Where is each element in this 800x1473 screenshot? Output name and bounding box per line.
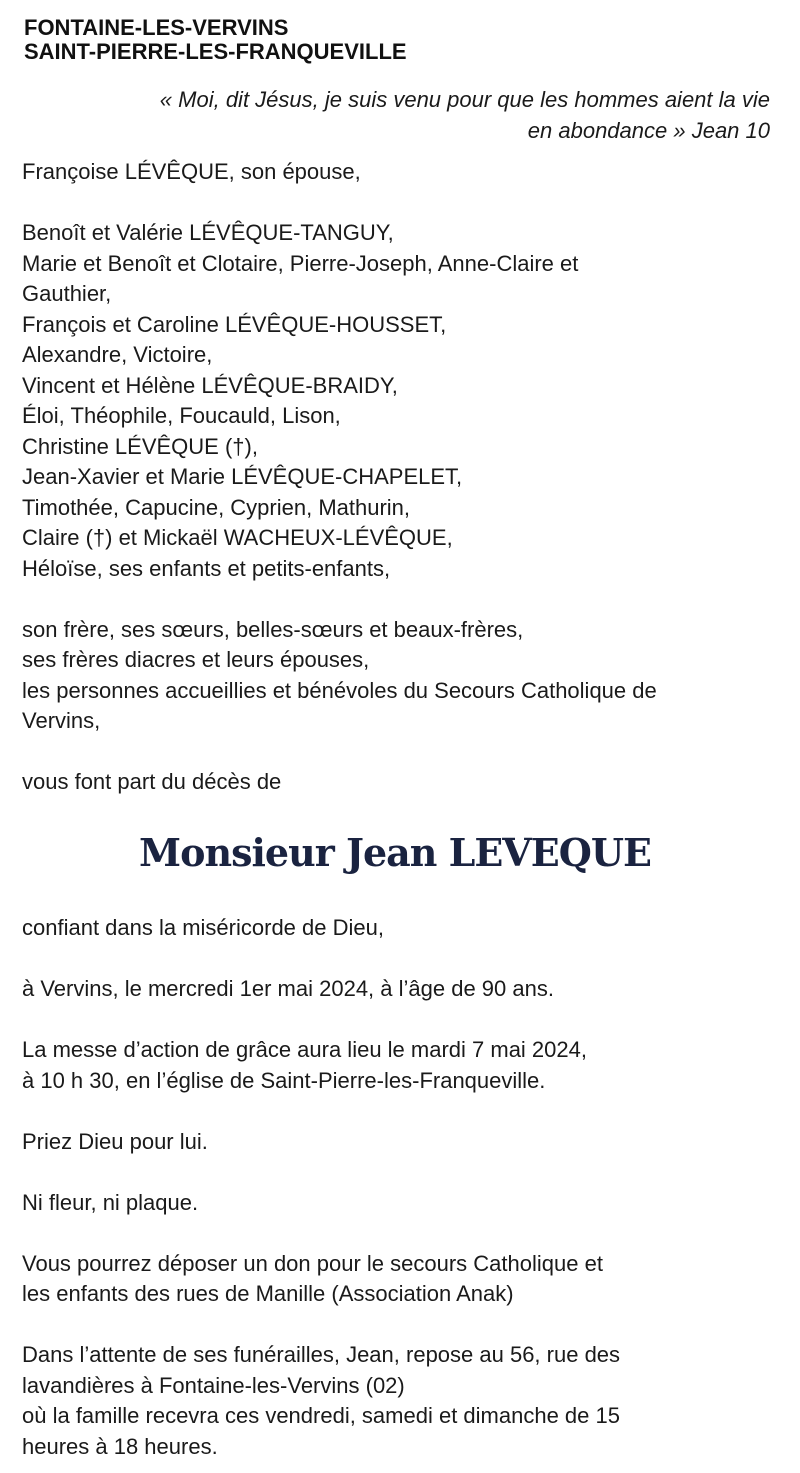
family-line: Claire (†) et Mickaël WACHEUX-LÉVÊQUE, xyxy=(22,525,453,550)
location-line-1: FONTAINE-LES-VERVINS xyxy=(24,15,289,40)
family-line: Timothée, Capucine, Cyprien, Mathurin, xyxy=(22,494,411,520)
location-header xyxy=(24,16,407,64)
spouse-line: Françoise LÉVÊQUE, son épouse, xyxy=(22,159,361,184)
prayer-line: Priez Dieu pour lui. xyxy=(22,1128,208,1154)
relatives-line: les personnes accueillies et bénévoles du Secours Catholique de xyxy=(22,677,657,703)
location-line-2: SAINT-PIERRE-LES-FRANQUEVILLE xyxy=(24,39,407,64)
donation-line-1: Vous pourrez déposer un don pour le secours Catholique et xyxy=(22,1250,603,1276)
family-section xyxy=(22,157,657,798)
details-section xyxy=(22,913,620,1462)
relatives-line: son frère, ses sœurs, belles-sœurs et beaux-frères, xyxy=(22,616,524,642)
family-line: Jean-Xavier et Marie LÉVÊQUE-CHAPELET, xyxy=(22,464,463,489)
quote-line-2: en abondance » Jean 10 xyxy=(527,118,770,143)
rest-line-4: heures à 18 heures. xyxy=(22,1433,218,1459)
relatives-line: Vervins, xyxy=(22,708,101,733)
announcement-line: vous font part du décès de xyxy=(22,769,282,794)
mass-line-1: La messe d’action de grâce aura lieu le mardi 7 mai 2024, xyxy=(22,1037,587,1062)
mass-line-2: à 10 h 30, en l’église de Saint-Pierre-les-Franqueville. xyxy=(22,1067,546,1093)
quote-line-1: « Moi, dit Jésus, je suis venu pour que les hommes aient la vie xyxy=(159,87,770,112)
family-line: Héloïse, ses enfants et petits-enfants, xyxy=(22,555,391,581)
family-line: Christine LÉVÊQUE (†), xyxy=(22,433,258,459)
family-line: Alexandre, Victoire, xyxy=(22,342,213,367)
rest-line-2: lavandières à Fontaine-les-Vervins (02) xyxy=(22,1372,405,1398)
rest-line-3: où la famille recevra ces vendredi, samedi et dimanche de 15 xyxy=(22,1403,620,1428)
faith-line: confiant dans la miséricorde de Dieu, xyxy=(22,915,384,940)
family-line: Éloi, Théophile, Foucauld, Lison, xyxy=(22,403,341,428)
donation-line-2: les enfants des rues de Manille (Association Anak) xyxy=(22,1281,514,1306)
rest-line-1: Dans l’attente de ses funérailles, Jean, repose au 56, rue des xyxy=(22,1342,621,1367)
family-line: Vincent et Hélène LÉVÊQUE-BRAIDY, xyxy=(22,372,398,398)
family-line: Gauthier, xyxy=(22,281,112,306)
family-line: Benoît et Valérie LÉVÊQUE-TANGUY, xyxy=(22,220,394,245)
family-line: Marie et Benoît et Clotaire, Pierre-Joseph, Anne-Claire et xyxy=(22,250,579,276)
bible-quote xyxy=(10,84,770,146)
death-line: à Vervins, le mercredi 1er mai 2024, à l’âge de 90 ans. xyxy=(22,976,554,1001)
flowers-line: Ni fleur, ni plaque. xyxy=(22,1189,199,1215)
family-line: François et Caroline LÉVÊQUE-HOUSSET, xyxy=(22,311,447,337)
relatives-line: ses frères diacres et leurs épouses, xyxy=(22,647,370,672)
deceased-name: Monsieur Jean LEVEQUE xyxy=(139,830,651,875)
